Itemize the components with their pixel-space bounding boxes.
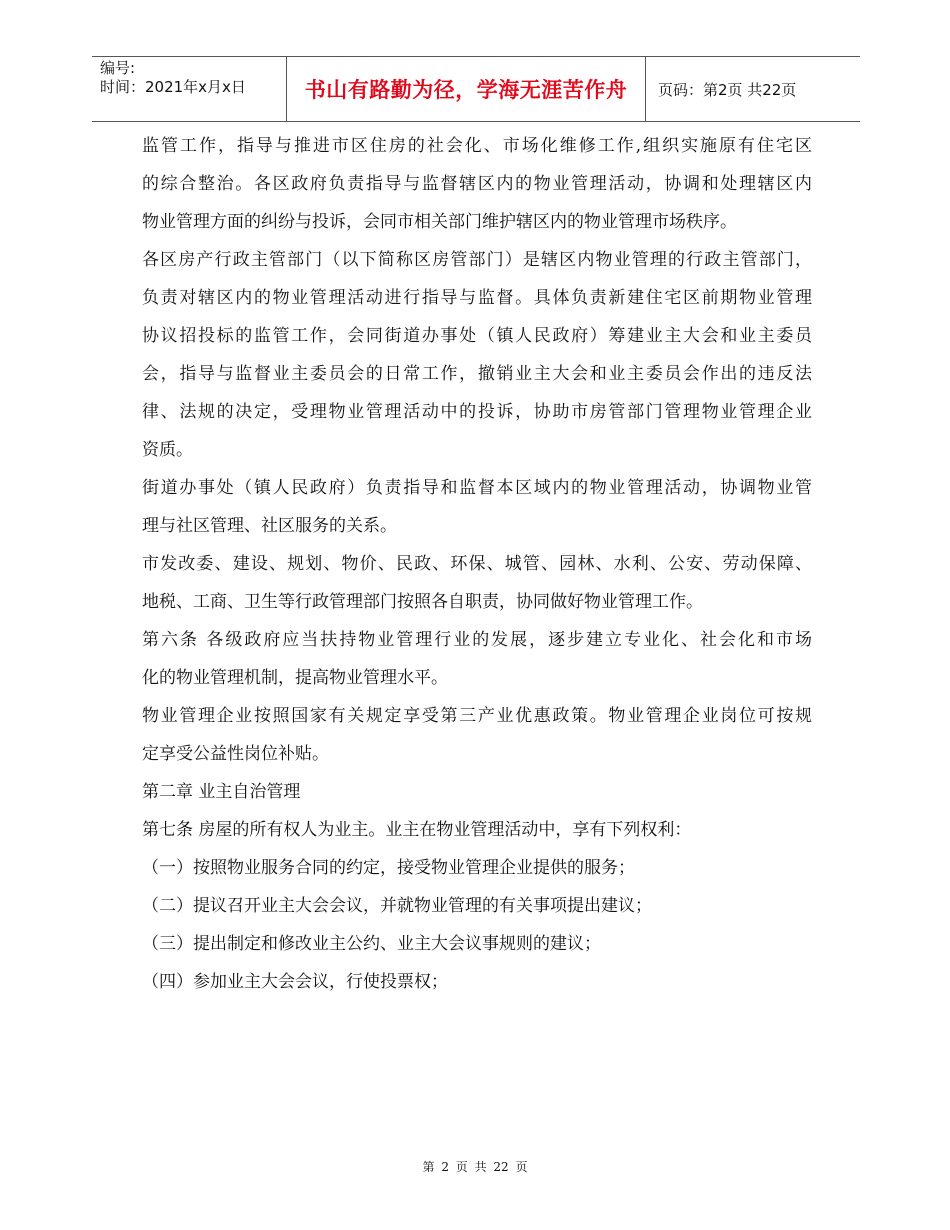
header-page-info: 页码：第2页 共22页 xyxy=(658,80,797,99)
text-line: 街道办事处（镇人民政府）负责指导和监督本区域内的物业管理活动，协调物业管 xyxy=(142,478,812,498)
text-line: 物业管理方面的纠纷与投诉，会同市相关部门维护辖区内的物业管理市场秩序。 xyxy=(142,212,737,232)
list-item: （三）提出制定和修改业主公约、业主大会议事规则的建议； xyxy=(142,934,601,954)
text-line: 的综合整治。各区政府负责指导与监督辖区内的物业管理活动，协调和处理辖区内 xyxy=(142,174,812,194)
page-header xyxy=(92,56,860,122)
text-line: 化的物业管理机制，提高物业管理水平。 xyxy=(142,668,448,688)
time-label: 时间：2021年x月x日 xyxy=(100,78,246,96)
text-line: 地税、工商、卫生等行政管理部门按照各自职责，协同做好物业管理工作。 xyxy=(142,592,703,612)
text-line: 理与社区管理、社区服务的关系。 xyxy=(142,516,397,536)
number-label: 编号: xyxy=(100,59,136,77)
text-line: 物业管理企业按照国家有关规定享受第三产业优惠政策。物业管理企业岗位可按规 xyxy=(142,706,812,726)
text-line: 各区房产行政主管部门（以下简称区房管部门）是辖区内物业管理的行政主管部门， xyxy=(142,250,812,270)
text-line: 市发改委、建设、规划、物价、民政、环保、城管、园林、水利、公安、劳动保障、 xyxy=(142,554,812,574)
list-item: （一）按照物业服务合同的约定，接受物业管理企业提供的服务； xyxy=(142,858,635,878)
header-meta xyxy=(100,59,246,97)
list-item: （二）提议召开业主大会会议，并就物业管理的有关事项提出建议； xyxy=(142,896,652,916)
text-line: 律、法规的决定，受理物业管理活动中的投诉，协助市房管部门管理物业管理企业 xyxy=(142,402,812,422)
text-line: 资质。 xyxy=(142,440,193,460)
text-line: 第六条 各级政府应当扶持物业管理行业的发展，逐步建立专业化、社会化和市场 xyxy=(142,630,812,650)
section-heading: 第二章 业主自治管理 xyxy=(142,782,301,802)
text-line: 第七条 房屋的所有权人为业主。业主在物业管理活动中，享有下列权利： xyxy=(142,820,692,840)
text-line: 协议招投标的监管工作，会同街道办事处（镇人民政府）筹建业主大会和业主委员 xyxy=(142,326,812,346)
text-line: 负责对辖区内的物业管理活动进行指导与监督。具体负责新建住宅区前期物业管理 xyxy=(142,288,812,308)
text-line: 会，指导与监督业主委员会的日常工作，撤销业主大会和业主委员会作出的违反法 xyxy=(142,364,812,384)
header-motto: 书山有路勤为径，学海无涯苦作舟 xyxy=(286,57,646,121)
list-item: （四）参加业主大会会议，行使投票权； xyxy=(142,972,448,992)
text-line: 定享受公益性岗位补贴。 xyxy=(142,744,329,764)
text-line: 监管工作，指导与推进市区住房的社会化、市场化维修工作,组织实施原有住宅区 xyxy=(142,136,812,156)
page-footer: 第 2 页 共 22 页 xyxy=(422,1160,528,1174)
